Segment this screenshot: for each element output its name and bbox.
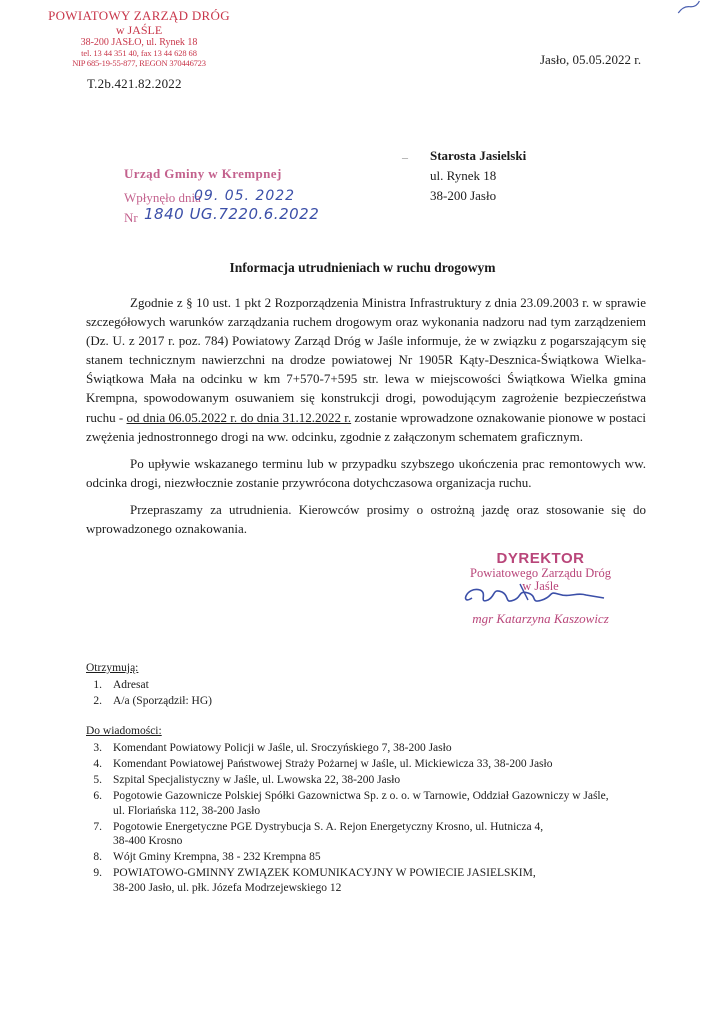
recipient-address <box>430 146 526 206</box>
place-and-date: Jasło, 05.05.2022 r. <box>540 52 642 67</box>
recipients-heading: Otrzymują: <box>86 662 139 674</box>
sender-tax-ids: NIP 685-19-55-877, REGON 370446723 <box>72 58 206 68</box>
signature-role: DYREKTOR <box>496 550 585 567</box>
sender-address: 38-200 JASŁO, ul. Rynek 18 <box>80 37 198 48</box>
handwritten-signature <box>458 580 608 615</box>
pen-mark-icon <box>674 0 704 19</box>
distribution-lists <box>86 660 686 910</box>
signature-org: Powiatowego Zarządu Dróg <box>470 566 611 580</box>
list-item: 3. Komendant Powiatowy Policji w Jaśle, ul. Sroczyńskiego 7, 38-200 Jasło <box>93 741 452 754</box>
sender-stamp <box>44 8 234 68</box>
sender-name: POWIATOWY ZARZĄD DRÓG <box>48 8 230 23</box>
paragraph-2: Po upływie wskazanego terminu lub w przypadku szybszego ukończenia prac remontowych ww. odcinka drogi, niezwłocznie zostanie przywrócona dotychczasowa organizacja ruchu. <box>86 455 646 490</box>
recipient-city: 38-200 Jasło <box>430 188 497 203</box>
intake-office: Urząd Gminy w Krempnej <box>124 166 282 181</box>
dash-mark: – <box>402 150 408 164</box>
recipient-title: Starosta Jasielski <box>430 148 527 163</box>
paragraph-1-text: Zgodnie z § 10 ust. 1 pkt 2 Rozporządzenia Ministra Infrastruktury z dnia 23.09.2003 r. w sprawie szczegółowych warunków zarządzania ruchem drogowym oraz wykonania nadzoru nad tym zarządzeniem (Dz. U. z 2017 r. poz. 784) Powiatowy Zarząd Dróg w Jaśle informuje, że w związku z pogarszającym się stanem technicznym nawierzchni na drodze powiatowej Nr 1905R Kąty-Desznica-Świątkowa Wielka-Świątkowa Mała na odcinku w km 7+570-7+595 str. lewa w miejscowości Świątkowa Wielka gmina Krempna, spowodowanym osuwaniem się konstrukcji drogi, powodującym zagrożenie bezpieczeństwa ruchu - <box>86 295 646 425</box>
recipient-street: ul. Rynek 18 <box>430 168 497 183</box>
list-item: 6. Pogotowie Gazownicze Polskiej Spółki Gazownictwa Sp. z o. o. w Tarnowie, Oddział Gazowniczy w Jaśle, ul. Floriańska 112, 38-200 Jasło <box>93 789 609 817</box>
paragraph-1-dates: od dnia 06.05.2022 r. do dnia 31.12.2022 r. <box>126 409 352 425</box>
list-item: 2. A/a (Sporządził: HG) <box>93 694 212 707</box>
document-body <box>86 293 646 546</box>
list-item: 8. Wójt Gminy Krempna, 38 - 232 Krempna 85 <box>93 851 321 864</box>
intake-number-label: Nr <box>124 210 138 225</box>
signature-org-city: w Jaśle <box>522 579 559 593</box>
signature-name: mgr Katarzyna Kaszowicz <box>472 611 609 626</box>
intake-received-label: Wpłynęło dnia <box>124 190 201 205</box>
paragraph-1-tail: zostanie wprowadzone oznakowanie pionowe w postaci zwężenia jednostronnego drogi na ww. odcinku, zgodnie z załączonym schematem graficznym. <box>86 409 646 444</box>
paragraph-3: Przepraszamy za utrudnienia. Kierowców prosimy o ostrożną jazdę oraz stosowanie się do wprowadzonego oznakowania. <box>86 501 646 537</box>
document-title: Informacja utrudnieniach w ruchu drogowym <box>229 260 496 275</box>
sender-phone: tel. 13 44 351 40, fax 13 44 628 68 <box>81 48 197 58</box>
paragraph-1 <box>86 293 646 446</box>
list-item: 9. POWIATOWO-GMINNY ZWIĄZEK KOMUNIKACYJNY W POWIECIE JASIELSKIM, 38-200 Jasło, ul. płk. Józefa Modrzejewskiego 12 <box>93 867 536 895</box>
cc-list <box>86 741 686 896</box>
list-item: 7. Pogotowie Energetyczne PGE Dystrybucja S. A. Rejon Energetyczny Krosno, ul. Hutnicza 4, 38-400 Krosno <box>93 820 544 848</box>
cc-heading: Do wiadomości: <box>86 724 162 737</box>
intake-received-date: 09. 05. 2022 <box>194 188 296 204</box>
list-item: 5. Szpital Specjalistyczny w Jaśle, ul. Lwowska 22, 38-200 Jasło <box>93 773 401 786</box>
recipients-list <box>86 678 686 709</box>
intake-number-value: 1840 UG.7220.6.2022 <box>144 205 320 223</box>
reference-number: T.2b.421.82.2022 <box>87 76 182 91</box>
sender-city: w JAŚLE <box>115 23 163 37</box>
list-item: 4. Komendant Powiatowej Państwowej Straży Pożarnej w Jaśle, ul. Mickiewicza 33, 38-200 Jasło <box>93 757 553 770</box>
list-item: 1. Adresat <box>93 679 149 691</box>
